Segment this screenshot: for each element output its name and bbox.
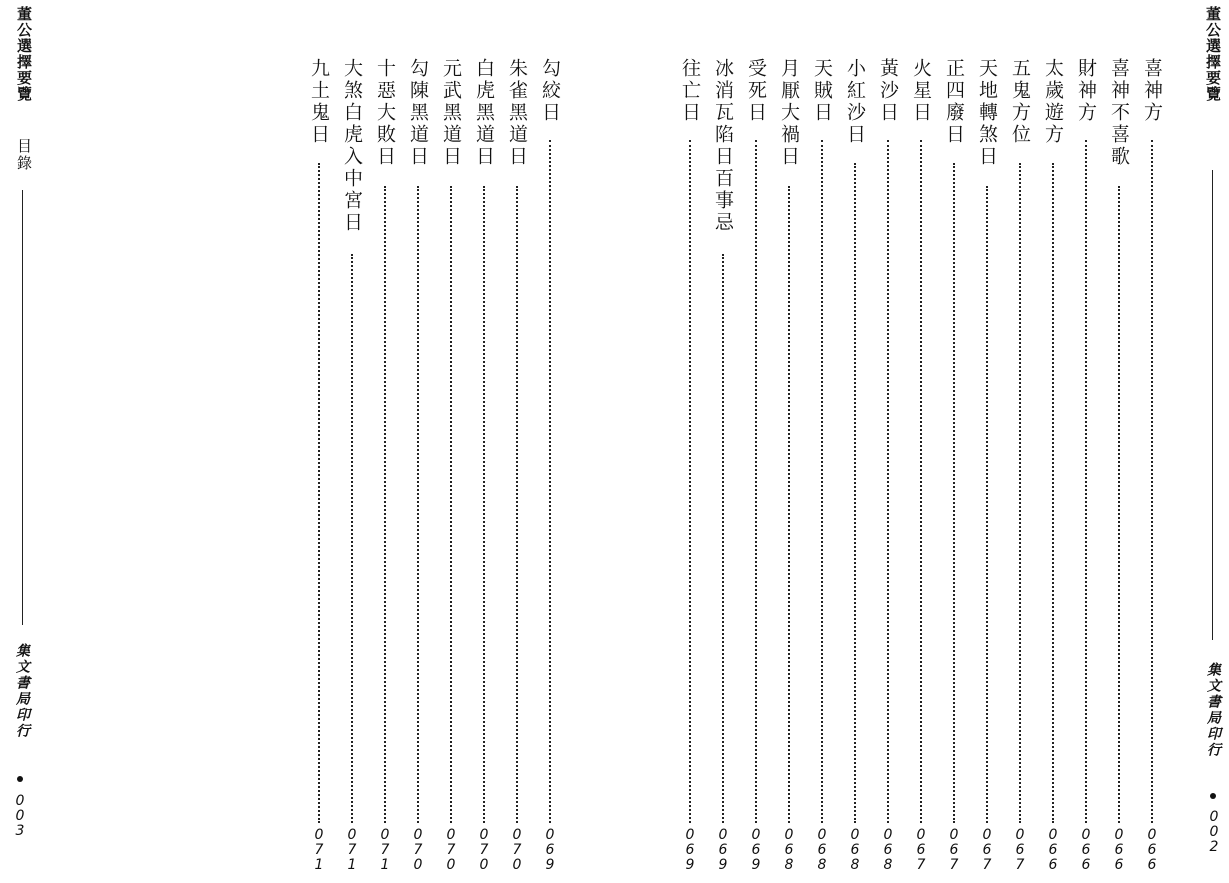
toc-entry-page: 0 6 6: [1081, 827, 1091, 873]
toc-entry-title: 白虎黑道日: [473, 58, 495, 168]
toc-entry-page: 0 6 8: [850, 827, 860, 873]
left-margin-rule: [22, 190, 23, 625]
toc-entry-page: 0 7 0: [413, 827, 423, 873]
toc-leader-dots: [516, 186, 518, 823]
toc-leader-dots: [722, 254, 724, 823]
toc-entry[interactable]: [373, 58, 397, 873]
toc-entry-page: 0 6 6: [1147, 827, 1157, 873]
toc-leader-dots: [1118, 186, 1120, 823]
toc-entry[interactable]: [744, 58, 768, 873]
toc-entry-page: 0 6 7: [916, 827, 926, 873]
toc-entry-page: 0 6 9: [751, 827, 761, 873]
toc-entry-title: 火星日: [910, 58, 932, 124]
right-page-digit: 0: [1209, 809, 1219, 825]
toc-entry[interactable]: [843, 58, 867, 873]
toc-entry[interactable]: [777, 58, 801, 873]
toc-leader-dots: [689, 140, 691, 823]
toc-leader-dots: [755, 140, 757, 823]
toc-entry-page: 0 7 0: [479, 827, 489, 873]
right-page-number: [1207, 810, 1221, 855]
toc-entry-title: 十惡大敗日: [374, 58, 396, 168]
toc-entry[interactable]: [340, 58, 364, 873]
toc-entry-title: 受死日: [745, 58, 767, 124]
left-page-bullet: [17, 776, 23, 782]
toc-leader-dots: [1019, 163, 1021, 823]
toc-entry[interactable]: [942, 58, 966, 873]
toc-entry[interactable]: [406, 58, 430, 873]
toc-entry-page: 0 7 1: [347, 827, 357, 873]
toc-entry-page: 0 6 9: [545, 827, 555, 873]
toc-entry[interactable]: [711, 58, 735, 873]
left-page-digit: 3: [15, 823, 25, 839]
toc-entry-page: 0 6 8: [817, 827, 827, 873]
toc-entry-page: 0 7 0: [446, 827, 456, 873]
toc-leader-dots: [417, 186, 419, 823]
left-page-digit: 0: [15, 808, 25, 824]
toc-entry-title: 黃沙日: [877, 58, 899, 124]
left-section-label: 目錄: [15, 138, 33, 172]
toc-entry-page: 0 7 1: [314, 827, 324, 873]
toc-leader-dots: [549, 140, 551, 823]
toc-leader-dots: [1052, 163, 1054, 823]
toc-entry-title: 喜神不喜歌: [1108, 58, 1130, 168]
toc-entry[interactable]: [1074, 58, 1098, 873]
toc-leader-dots: [351, 254, 353, 823]
toc-leader-dots: [887, 140, 889, 823]
right-page-digit: 2: [1209, 839, 1219, 855]
toc-entry[interactable]: [472, 58, 496, 873]
right-publisher-imprint: 集文書局印行: [1205, 662, 1221, 758]
toc-entry-title: 勾陳黑道日: [407, 58, 429, 168]
toc-entry-title: 天地轉煞日: [976, 58, 998, 168]
toc-leader-dots: [986, 186, 988, 823]
toc-entry-page: 0 6 6: [1114, 827, 1124, 873]
toc-entry[interactable]: [1041, 58, 1065, 873]
toc-entry[interactable]: [1140, 58, 1164, 873]
toc-leader-dots: [384, 186, 386, 823]
toc-entry[interactable]: [307, 58, 331, 873]
right-margin-rule: [1212, 170, 1213, 640]
toc-leader-dots: [483, 186, 485, 823]
toc-entry-title: 財神方: [1075, 58, 1097, 124]
toc-entry-page: 0 6 7: [1015, 827, 1025, 873]
toc-entry-title: 喜神方: [1141, 58, 1163, 124]
toc-entry-page: 0 7 1: [380, 827, 390, 873]
toc-entry-title: 往亡日: [679, 58, 701, 124]
toc-entry-title: 元武黑道日: [440, 58, 462, 168]
toc-entry-title: 冰消瓦陷日百事忌: [712, 58, 734, 234]
toc-entry-title: 九土鬼日: [308, 58, 330, 146]
left-running-head: 董公選擇要覽: [15, 6, 33, 102]
toc-entry-title: 太歲遊方: [1042, 58, 1064, 146]
toc-entry-title: 月厭大禍日: [778, 58, 800, 168]
toc-entry-title: 勾絞日: [539, 58, 561, 124]
toc-entry[interactable]: [538, 58, 562, 873]
toc-leader-dots: [821, 140, 823, 823]
toc-entry-page: 0 6 6: [1048, 827, 1058, 873]
toc-leader-dots: [854, 163, 856, 823]
toc-entry-title: 小紅沙日: [844, 58, 866, 146]
toc-entry-title: 大煞白虎入中宮日: [341, 58, 363, 234]
toc-leader-dots: [1151, 140, 1153, 823]
toc-entry-title: 五鬼方位: [1009, 58, 1031, 146]
toc-entry[interactable]: [975, 58, 999, 873]
toc-entry[interactable]: [678, 58, 702, 873]
toc-entry-page: 0 6 9: [685, 827, 695, 873]
toc-entry-page: 0 6 9: [718, 827, 728, 873]
left-page-number: [13, 794, 27, 839]
left-publisher-imprint: 集文書局印行: [14, 643, 30, 739]
toc-entry[interactable]: [439, 58, 463, 873]
toc-entry-title: 朱雀黑道日: [506, 58, 528, 168]
toc-entry-title: 天賊日: [811, 58, 833, 124]
right-running-head: 董公選擇要覽: [1204, 6, 1222, 102]
toc-entry[interactable]: [909, 58, 933, 873]
left-page-digit: 0: [15, 793, 25, 809]
toc-leader-dots: [1085, 140, 1087, 823]
toc-entry[interactable]: [810, 58, 834, 873]
toc-entry-title: 正四廢日: [943, 58, 965, 146]
toc-entry-page: 0 6 7: [982, 827, 992, 873]
toc-leader-dots: [788, 186, 790, 823]
toc-leader-dots: [953, 163, 955, 823]
toc-leader-dots: [450, 186, 452, 823]
toc-entry-page: 0 6 8: [883, 827, 893, 873]
right-page-bullet: [1210, 793, 1216, 799]
toc-leader-dots: [920, 140, 922, 823]
toc-entry-page: 0 6 8: [784, 827, 794, 873]
right-page-digit: 0: [1209, 824, 1219, 840]
toc-leader-dots: [318, 163, 320, 823]
toc-entry[interactable]: [505, 58, 529, 873]
toc-entry[interactable]: [1107, 58, 1131, 873]
toc-entry-page: 0 7 0: [512, 827, 522, 873]
toc-entry-page: 0 6 7: [949, 827, 959, 873]
toc-entry[interactable]: [1008, 58, 1032, 873]
toc-entry[interactable]: [876, 58, 900, 873]
